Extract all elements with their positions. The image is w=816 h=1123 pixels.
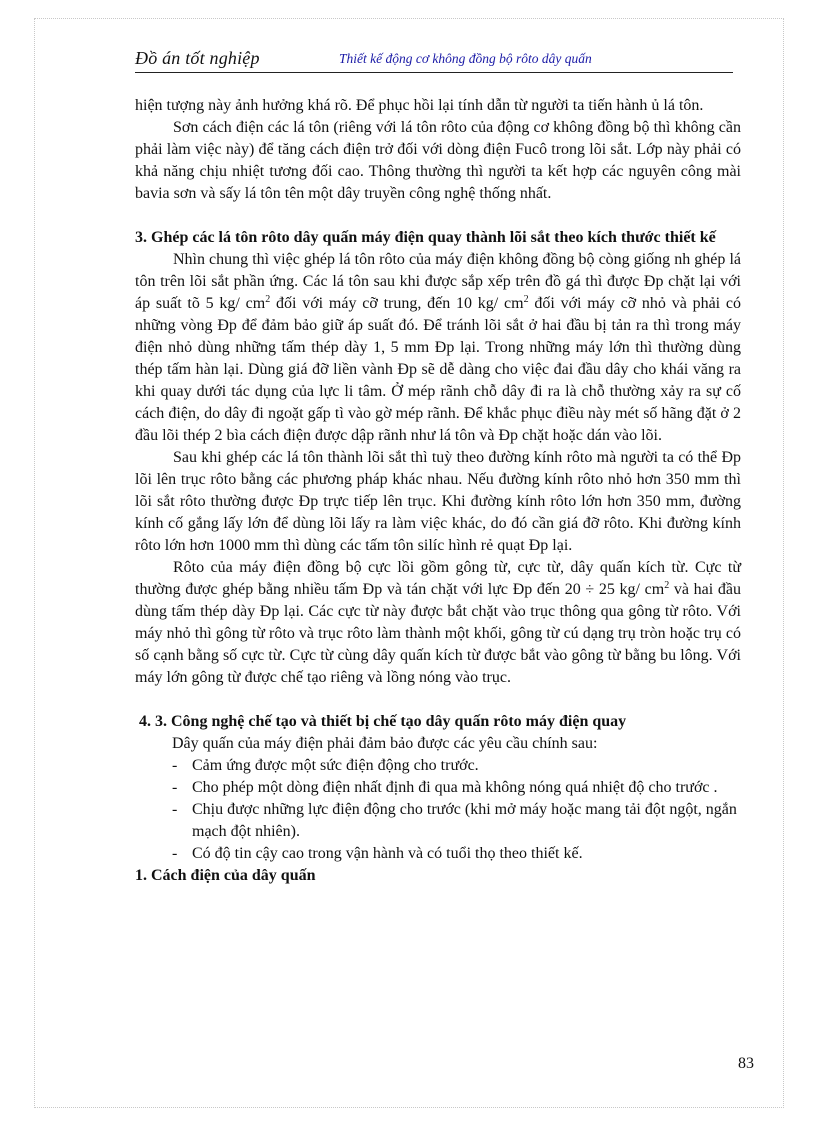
section-4-3-lead: Dây quấn của máy điện phải đảm bảo được các yêu cầu chính sau: — [172, 735, 598, 752]
section-4-3-heading: 4. 3. Công nghệ chế tạo và thiết bị chế tạo dây quấn rôto máy điện quay — [139, 713, 627, 730]
list-item-text: Có độ tin cậy cao trong vận hành và có tuổi thọ theo thiết kế. — [192, 845, 583, 862]
section-3-p1-part-2: đối với máy cỡ trung, đến 10 kg/ cm — [270, 295, 524, 312]
list-item — [135, 799, 741, 843]
page-number: 83 — [738, 1055, 754, 1072]
section-1-heading: 1. Cách điện của dây quấn — [135, 867, 316, 884]
header-subtitle: Thiết kế động cơ không đồng bộ rôto dây quấn — [339, 51, 592, 66]
superscript-2: 2 — [265, 294, 271, 305]
section-3-p1-part-3: đối với máy cỡ nhỏ và phải có những vòng Đp để đảm bảo giữ áp suất đó. Để tránh lõi sắt ở hai đầu bị tản ra thì trong máy điện nhỏ dùng những tấm thép dày 1, 5 mm Đp lại. Trong những máy lớn thì thường dùng thép tấm hàn lại. Dùng giá đỡ liền vành Đp sẽ dễ dàng cho việc đai đầu dây cho khái văng ra khi quay dưới tác dụng của lực li tâm. Ở mép rãnh chỗ dây đi ra là chỗ thường xảy ra sự cố cách điện, do dây đi ngoặt gấp tì vào gờ mép rãnh. Để khắc phục điều này mét số hãng đặt ở 2 đầu lõi thép 2 bìa cách điện được dập rãnh như lá tôn và Đp chặt hoặc dán vào lõi. — [135, 295, 742, 444]
page-content — [135, 95, 741, 887]
section-3-paragraph-1 — [135, 249, 741, 447]
header-title: Đồ án tốt nghiệp — [135, 48, 260, 68]
dash-bullet: - — [172, 845, 178, 862]
list-item — [135, 755, 741, 777]
section-3-paragraph-3 — [135, 557, 741, 689]
list-item — [135, 843, 741, 865]
section-3-heading: 3. Ghép các lá tôn rôto dây quấn máy điện quay thành lõi sắt theo kích thước thiết kế — [135, 229, 716, 246]
dash-bullet: - — [172, 801, 178, 818]
page-header — [135, 48, 733, 73]
list-item-text: Cho phép một dòng điện nhất định đi qua mà không nóng quá nhiệt độ cho trước . — [192, 779, 718, 796]
list-item-text: Chịu được những lực điện động cho trước (khi mở máy hoặc mang tải đột ngột, ngắn mạch đột nhiên). — [192, 801, 737, 840]
list-item — [135, 777, 741, 799]
superscript-2: 2 — [664, 580, 670, 591]
section-3-p3-part-2: và hai đầu dùng tấm thép dày Đp lại. Các cực từ này được bắt chặt vào trục thông qua gông từ rôto. Với máy nhỏ thì gông từ rôto và trục rôto làm thành một khối, gông từ cú dạng trụ tròn hoặc trụ có số cạnh bằng số cực từ. Cực từ cùng dây quấn kích từ được bắt vào gông từ bằng bu lông. Với máy lớn gông từ được chế tạo riêng và lồng nóng vào trục. — [135, 581, 741, 686]
paragraph-intro-1: hiện tượng này ảnh hưởng khá rõ. Để phục hồi lại tính dẫn từ người ta tiến hành ủ lá tôn. — [135, 97, 704, 114]
superscript-2: 2 — [523, 294, 529, 305]
paragraph-intro-2: Sơn cách điện các lá tôn (riêng với lá tôn rôto của động cơ không đồng bộ thì không cần phải làm việc này) để tăng cách điện trở đối với dòng điện Fucô trong lõi sắt. Lớp này phải có khả năng chịu nhiệt tương đối cao. Thông thường thì người ta kết hợp các nguyên công mài bavia sơn và sấy lá tôn tên một dây truyền công nghệ thống nhất. — [135, 119, 741, 202]
dash-bullet: - — [172, 779, 178, 796]
list-item-text: Cảm ứng được một sức điện động cho trước. — [192, 757, 479, 774]
dash-bullet: - — [172, 757, 178, 774]
section-3-p3-part-1: Rôto của máy điện đồng bộ cực lồi gồm gông từ, cực từ, dây quấn kích từ. Cực từ thường được ghép bằng nhiều tấm Đp và tán chặt với lực Đp đến 20 ÷ 25 kg/ cm — [135, 559, 741, 598]
section-3-paragraph-2: Sau khi ghép các lá tôn thành lõi sắt thì tuỳ theo đường kính rôto mà người ta có thể Đp lõi lên trục rôto bằng các phương pháp khác nhau. Nếu đường kính rôto nhỏ hơn 350 mm thì lõi sắt rôto thường được Đp trực tiếp lên trục. Khi đường kính rôto lớn hơn 350 mm, đường kính cố gắng lấy lớn để dùng lõi lấy ra làm việc khác, do đó cần giá đỡ rôto. Khi đường kính rôto lớn hơn 1000 mm thì dùng các tấm tôn silíc hình rẻ quạt Đp lại. — [135, 449, 741, 554]
section-3-p1-part-1: Nhìn chung thì việc ghép lá tôn rôto của máy điện không đồng bộ còng giống nh ghép lá tôn trên lõi sắt phần ứng. Các lá tôn sau khi được sắp xếp trên đồ gá thì được Đp chặt lại với áp suất tõ 5 kg/ cm — [135, 251, 741, 312]
requirements-list — [135, 755, 741, 865]
